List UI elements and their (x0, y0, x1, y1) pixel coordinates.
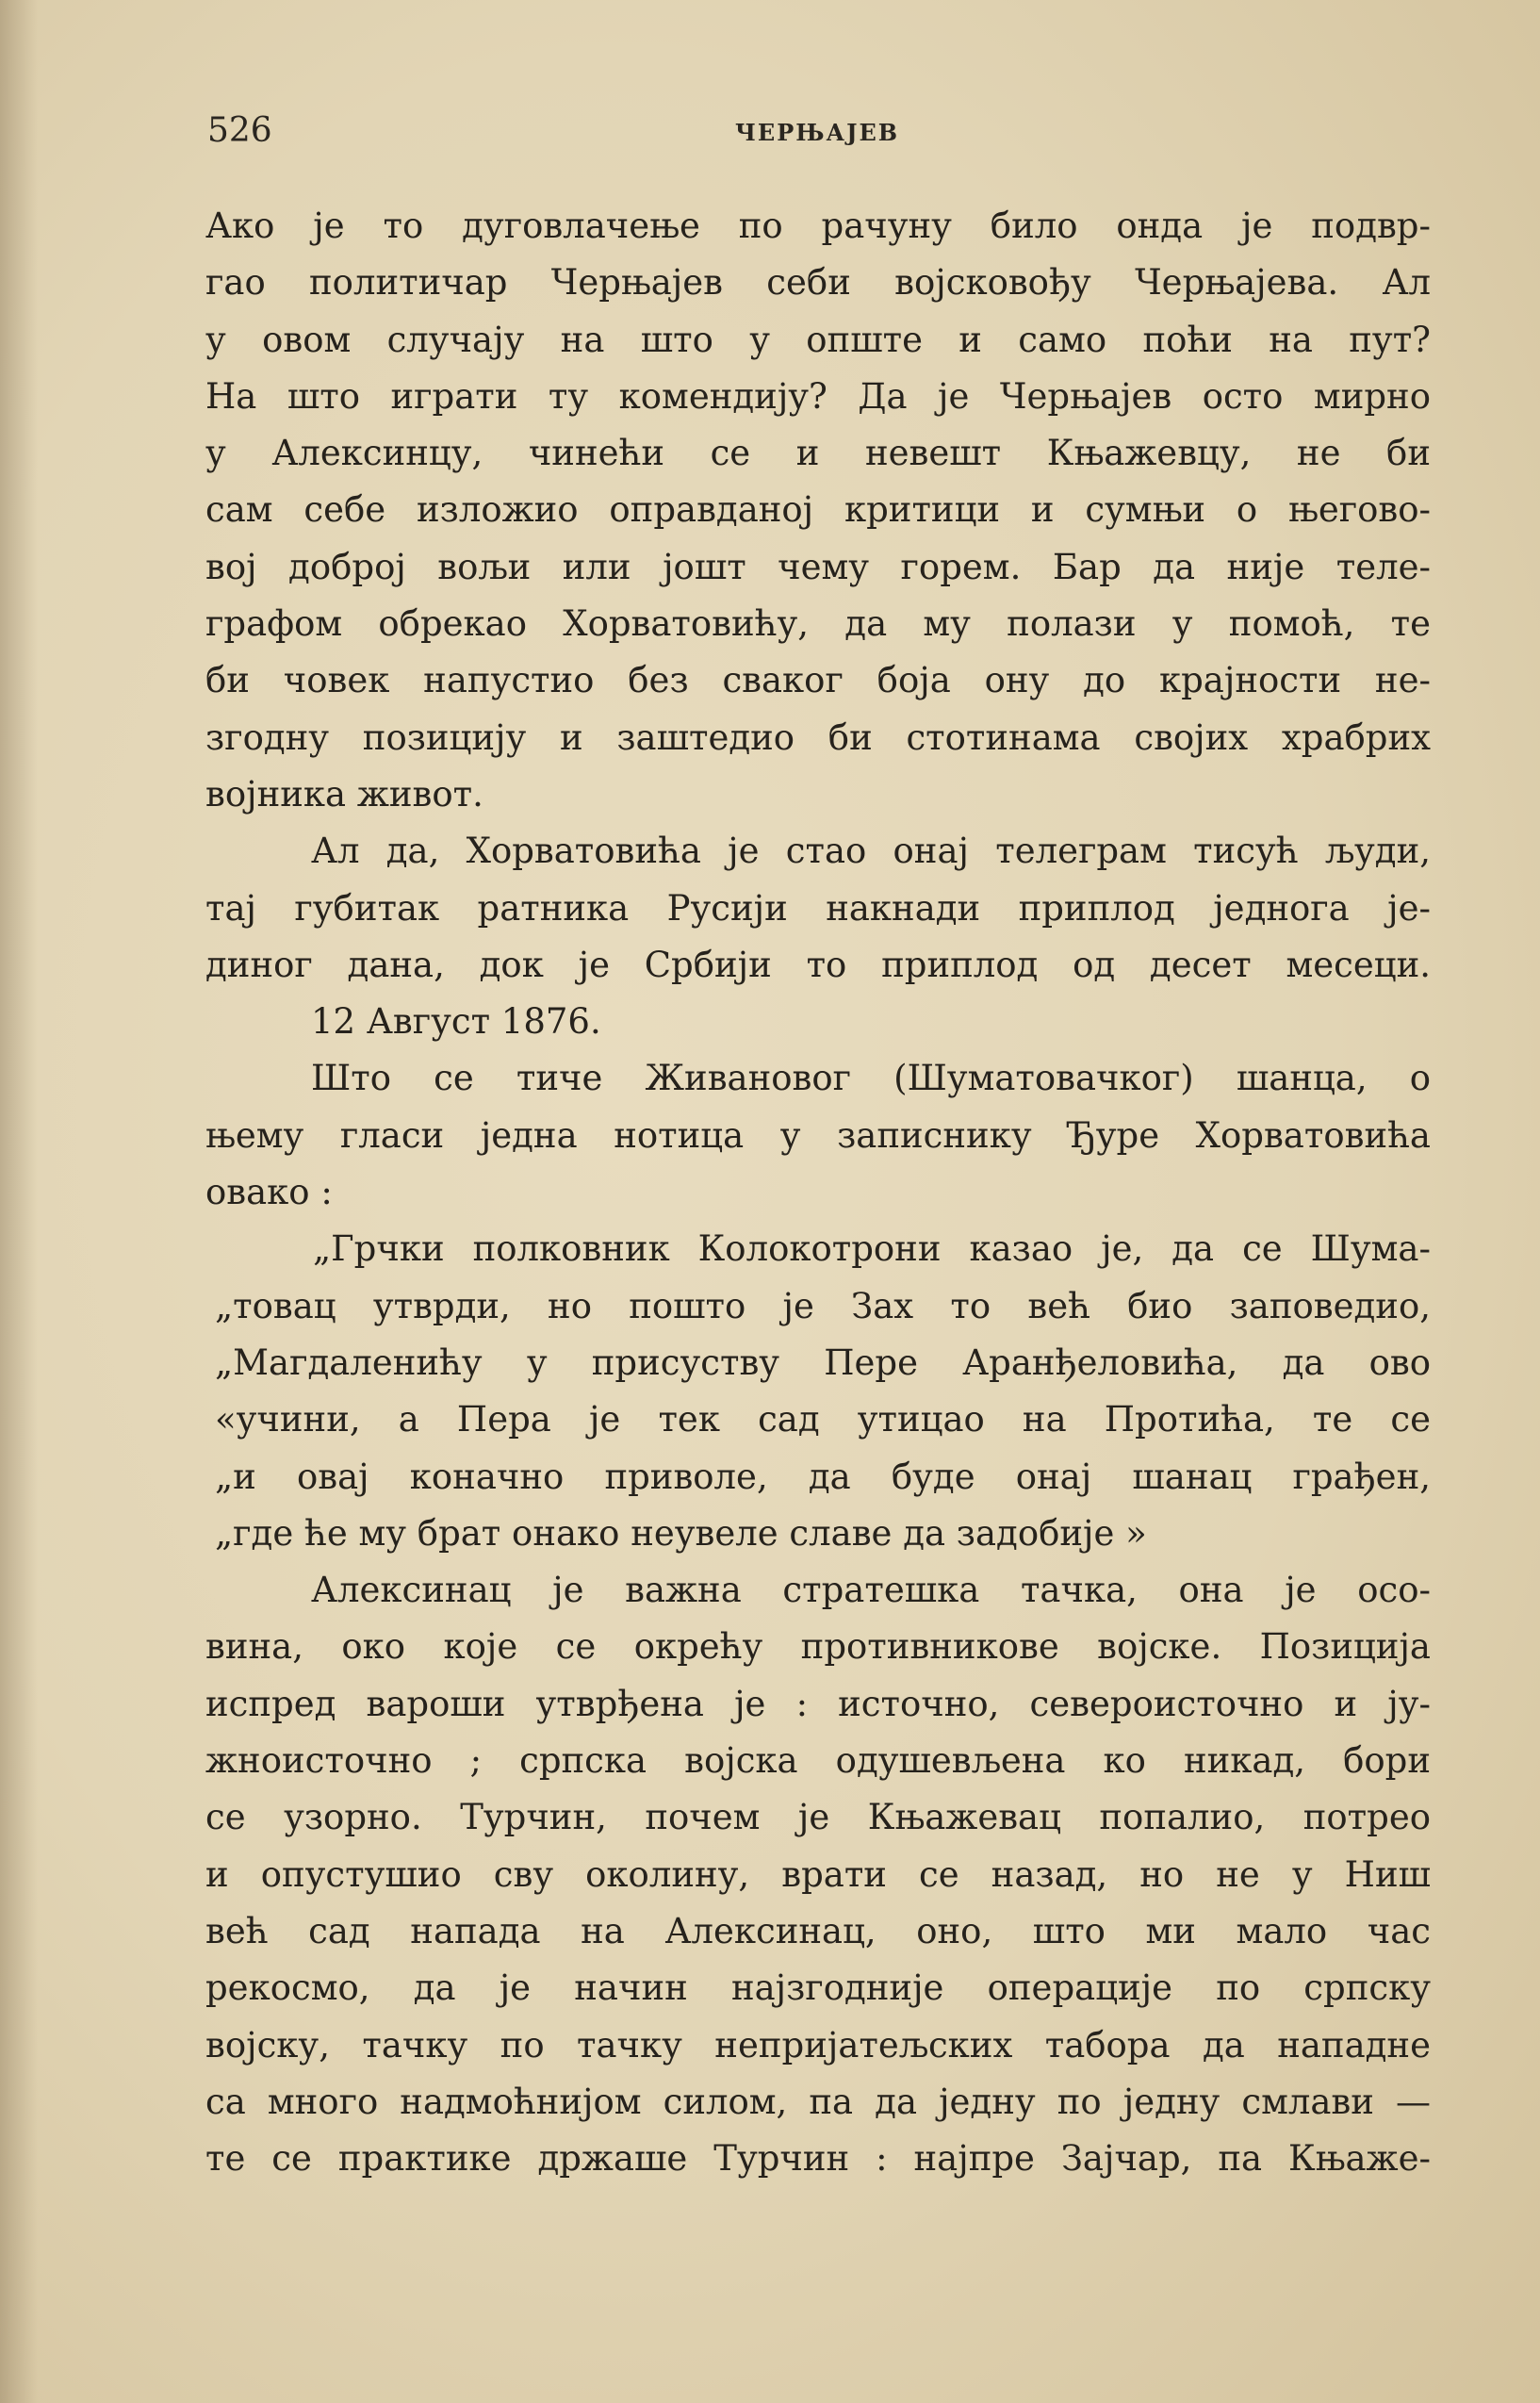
text-line: На што играти ту комендију? Да је Черњајев осто мирно (205, 375, 1431, 417)
quote-line: „Магдаленићу у присуству Пере Аранђеловића, да ово (215, 1341, 1431, 1383)
quote-line: «учини, а Пера је тек сад утицао на Протића, те се (215, 1399, 1431, 1440)
quote-line: „Грчки полковник Колокотрони казао је, да се Шума- (313, 1228, 1431, 1270)
page-number: 526 (207, 111, 272, 150)
text-line: и опустушио сву околину, врати се назад, но не у Ниш (205, 1853, 1431, 1895)
text-line: Што се тиче Живановог (Шуматовачког) шанца, о (311, 1058, 1431, 1099)
text-line: би човек напустио без сваког боја ону до крајности не- (205, 660, 1431, 701)
text-line: вина, око које се окрећу противникове војске. Позиција (205, 1626, 1431, 1668)
text-line: жноисточно ; српска војска одушевљена ко никад, бори (205, 1740, 1431, 1782)
text-line: у Алексинцу, чинећи се и невешт Књажевцу, не би (205, 433, 1431, 474)
text-line: са много надмоћнијом силом, па да једну по једну смлави — (205, 2081, 1431, 2122)
text-line: се узорно. Турчин, почем је Књажевац попалио, потрео (205, 1797, 1431, 1838)
quote-line: „товац утврди, но пошто је Зах то већ био заповедио, (215, 1285, 1431, 1326)
text-line: већ сад напада на Алексинац, оно, што ми мало час (205, 1910, 1431, 1951)
running-head: ЧЕРЊАЈЕВ (735, 119, 900, 146)
text-line: Ал да, Хорватовића је стао онај телеграм тисућ људи, (311, 831, 1431, 872)
text-line: војску, тачку по тачку непријатељских табора да нападне (205, 2024, 1431, 2066)
text-line: сам себе изложио оправданој критици и сумњи о његово- (205, 489, 1431, 531)
text-line: овако : (205, 1172, 333, 1213)
text-line: тај губитак ратника Русији накнади приплод једнога је- (205, 887, 1431, 929)
quote-line: „и овај коначно приволе, да буде онај шанац грађен, (215, 1456, 1431, 1497)
text-line: Алексинац је важна стратешка тачка, она је осо- (311, 1570, 1431, 1611)
text-line: те се практике држаше Турчин : најпре Зајчар, па Књаже- (205, 2138, 1431, 2180)
date-line: 12 Август 1876. (311, 1001, 601, 1043)
text-line: згодну позицију и заштедио би стотинама својих храбрих (205, 716, 1431, 758)
text-line: диног дана, док је Србији то приплод од десет месеци. (205, 944, 1431, 985)
text-line: Ако је то дуговлачење по рачуну било онда је подвр- (205, 206, 1431, 246)
text-line: у овом случају на што у опште и само поћи на пут? (205, 319, 1431, 360)
text-line: њему гласи једна нотица у записнику Ђуре Хорватовића (205, 1114, 1431, 1156)
text-line: војника живот. (205, 773, 483, 815)
text-line: графом обрекао Хорватовићу, да му полази у помоћ, те (205, 603, 1431, 645)
page-header (207, 111, 1433, 158)
text-line: вој доброј вољи или јошт чему горем. Бар да није теле- (205, 546, 1431, 587)
quote-line: „где ће му брат онако неувеле славе да задобије » (215, 1512, 1147, 1554)
body-text (205, 198, 1431, 2187)
text-line: гао политичар Черњајев себи војсковођу Черњајева. Ал (205, 262, 1431, 304)
text-line: испред вароши утврђена је : источно, североисточно и ју- (205, 1683, 1431, 1724)
text-line: рекосмо, да је начин најзгодније операције по српску (205, 1967, 1431, 2009)
